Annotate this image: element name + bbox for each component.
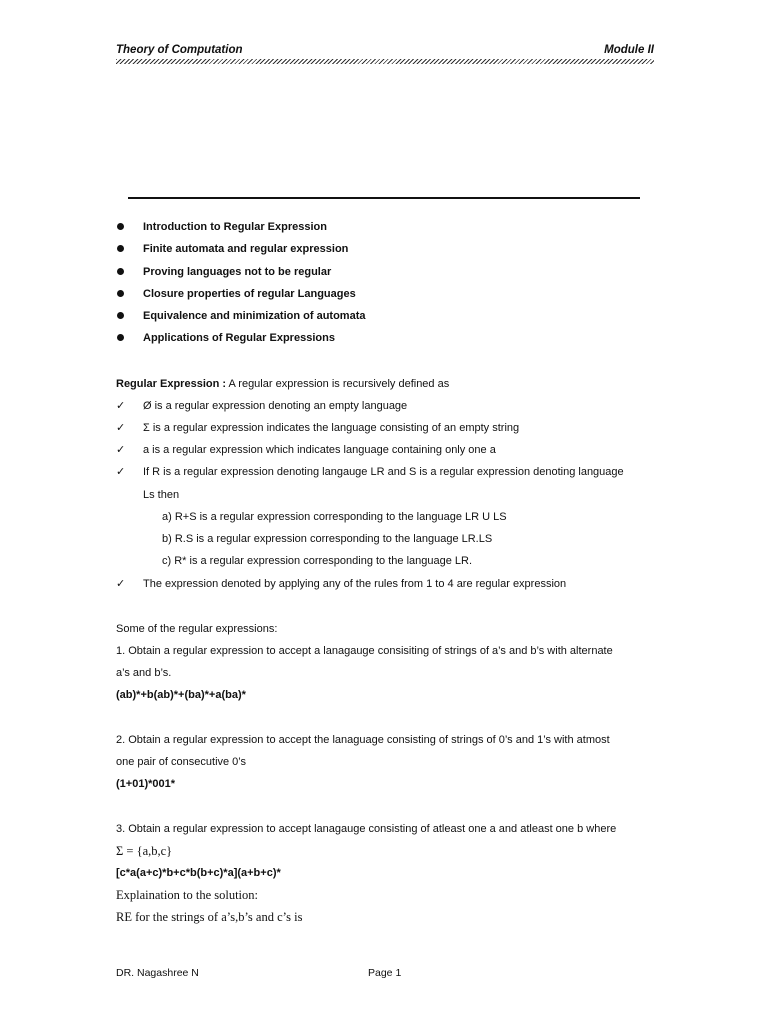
example-answer: (1+01)*001*: [116, 778, 176, 790]
topic-list: [116, 220, 656, 354]
checkmark-icon: ✓: [116, 466, 126, 478]
bullet-icon: [117, 334, 124, 341]
bullet-icon: [117, 312, 124, 319]
example-question-cont: a’s and b’s.: [116, 667, 172, 679]
header-course-title: Theory of Computation: [116, 44, 243, 56]
sub-rule: c) R* is a regular expression corresponding to the language LR.: [162, 555, 473, 567]
footer-author: DR. Nagashree N: [116, 967, 199, 979]
list-item: Applications of Regular Expressions: [116, 331, 656, 353]
bullet-icon: [117, 290, 124, 297]
examples-heading: Some of the regular expressions:: [116, 623, 278, 635]
bullet-icon: [117, 268, 124, 275]
sub-rule: b) R.S is a regular expression corresponding to the language LR.LS: [162, 533, 493, 545]
list-item: Finite automata and regular expression: [116, 242, 656, 264]
definition-intro: A regular expression is recursively defined as: [226, 378, 450, 390]
list-item: Introduction to Regular Expression: [116, 220, 656, 242]
explanation-heading: Explaination to the solution:: [116, 888, 258, 902]
header-divider: [116, 59, 654, 64]
checkmark-icon: ✓: [116, 444, 126, 456]
example-question: 1. Obtain a regular expression to accept a lanagauge consisiting of strings of a’s and b’s with alternate: [116, 645, 613, 657]
example-question: 2. Obtain a regular expression to accept the lanaguage consisting of strings of 0’s and 1’s with atmost: [116, 734, 610, 746]
checkmark-icon: ✓: [116, 400, 126, 412]
example-answer: [c*a(a+c)*b+c*b(b+c)*a](a+b+c)*: [116, 867, 281, 879]
explanation-text: RE for the strings of a’s,b’s and c’s is: [116, 910, 303, 924]
definition-line: [116, 378, 449, 390]
list-item: Equivalence and minimization of automata: [116, 309, 656, 331]
example-question: 3. Obtain a regular expression to accept lanagauge consisting of atleast one a and atleast one b where: [116, 823, 617, 835]
list-item: Proving languages not to be regular: [116, 265, 656, 287]
list-item: Closure properties of regular Languages: [116, 287, 656, 309]
sub-rule: a) R+S is a regular expression corresponding to the language LR U LS: [162, 511, 507, 523]
alphabet-definition: Σ = {a,b,c}: [116, 844, 173, 858]
checkmark-icon: ✓: [116, 422, 126, 434]
rule-continuation: Ls then: [143, 489, 180, 501]
example-question-cont: one pair of consecutive 0’s: [116, 756, 247, 768]
footer-page-number: Page 1: [368, 967, 402, 979]
definition-term: Regular Expression :: [116, 378, 227, 390]
bullet-icon: [117, 245, 124, 252]
bullet-icon: [117, 223, 124, 230]
checkmark-icon: ✓: [116, 578, 126, 590]
title-divider: [128, 197, 640, 199]
header-module: Module II: [604, 44, 654, 56]
page-header: [116, 44, 654, 58]
example-answer: (ab)*+b(ab)*+(ba)*+a(ba)*: [116, 689, 246, 701]
